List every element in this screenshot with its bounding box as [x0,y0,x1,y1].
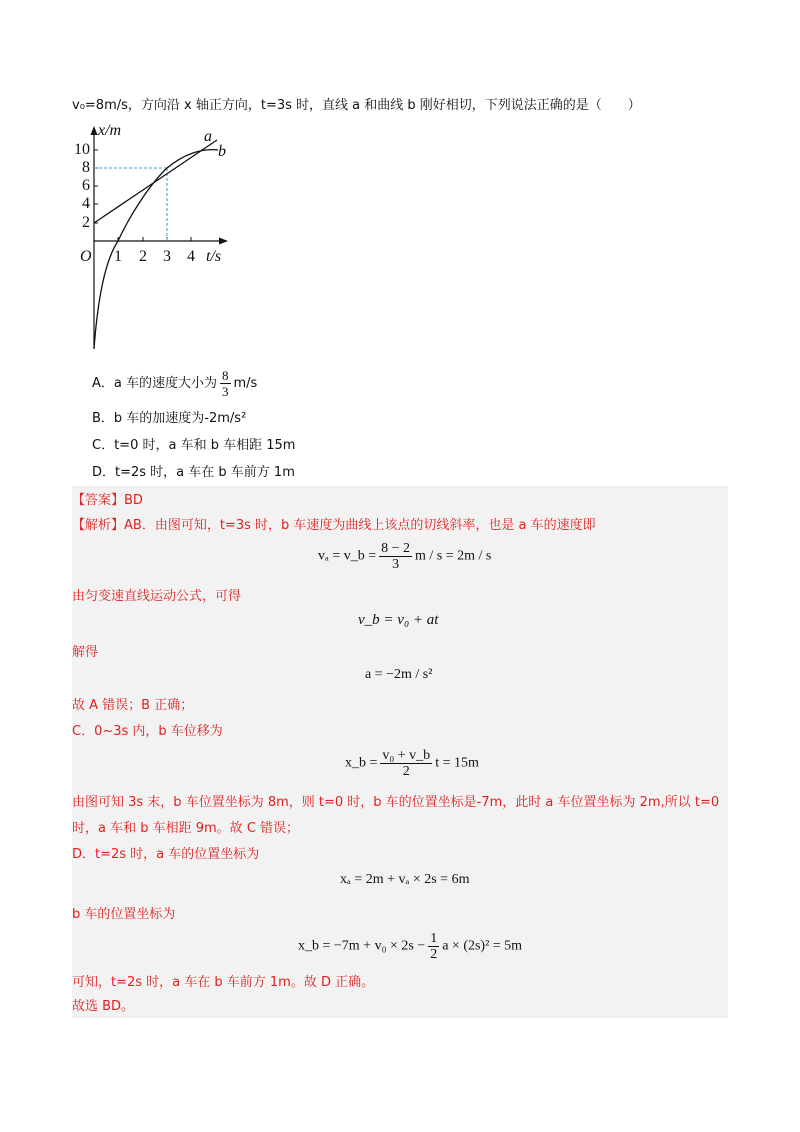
option-a: A．a 车的速度大小为 $\frac{8}{3}$ m/s [92,368,258,399]
analysis-conclusion: 故选 BD。 [72,999,135,1014]
analysis-para-6b: 时，a 车和 b 车相距 9m。故 C 错误； [72,821,300,836]
y-tick-8: 8 [82,159,90,176]
y-tick-10: 10 [74,141,90,158]
curve-b [94,150,218,349]
analysis-para-7: D．t=2s 时，a 车的位置坐标为 [72,847,260,862]
formula-b-position: x_b = −7m + v₀ × 2s − $\frac{1}{2}$ a × (2s)² = 5m [298,931,523,962]
analysis-para-8: b 车的位置坐标为 [72,907,176,922]
x-axis-label: t/s [206,248,222,265]
formula-velocity-time: v_b = v₀ + at [358,612,439,628]
analysis-para-4: 故 A 错误；B 正确； [72,698,194,713]
formula-a-position: xₐ = 2m + vₐ × 2s = 6m [340,872,470,887]
analysis-para-3: 解得 [72,645,99,660]
formula-velocity: vₐ = v_b = $\frac{8 - 2}{3}$ m / s = 2m / s [318,541,492,572]
option-b: B．b 车的加速度为-2m/s² [92,411,247,426]
x-tick-2: 2 [139,248,147,265]
x-tick-3: 3 [163,248,171,265]
y-tick-4: 4 [82,195,90,212]
analysis-para-5: C．0~3s 内，b 车位移为 [72,724,223,739]
line-a-label: a [204,128,212,145]
line-a [94,140,217,223]
option-c: C．t=0 时，a 车和 b 车相距 15m [92,438,296,453]
x-tick-4: 4 [187,248,195,265]
y-axis-arrow-icon [91,126,98,135]
answer-line: 【答案】BD [72,493,143,508]
y-tick-6: 6 [82,177,90,194]
origin-label: O [80,248,92,265]
curve-b-label: b [218,143,226,160]
analysis-intro: 【解析】AB．由图可知，t=3s 时，b 车速度为曲线上该点的切线斜率，也是 a 车的速度即 [72,518,596,533]
option-d: D．t=2s 时，a 车在 b 车前方 1m [92,465,295,480]
formula-acceleration: a = −2m / s² [365,667,433,682]
x-tick-1: 1 [114,248,122,265]
x-axis-arrow-icon [219,238,228,245]
formula-displacement: x_b = $\frac{\text{v₀ + v\_b}}{2}$ t = 15m [345,748,479,779]
analysis-para-9: 可知，t=2s 时，a 车在 b 车前方 1m。故 D 正确。 [72,975,375,990]
y-tick-2: 2 [82,214,90,231]
analysis-para-6a: 由图可知 3s 末，b 车位置坐标为 8m，则 t=0 时，b 车的位置坐标是-7m，此时 a 车位置坐标为 2m,所以 t=0 [72,795,720,810]
y-axis-label: x/m [98,122,122,139]
question-stem: v₀=8m/s，方向沿 x 轴正方向，t=3s 时，直线 a 和曲线 b 刚好相切，下列说法正确的是（ ） [72,98,641,113]
analysis-para-2: 由匀变速直线运动公式，可得 [72,589,242,604]
